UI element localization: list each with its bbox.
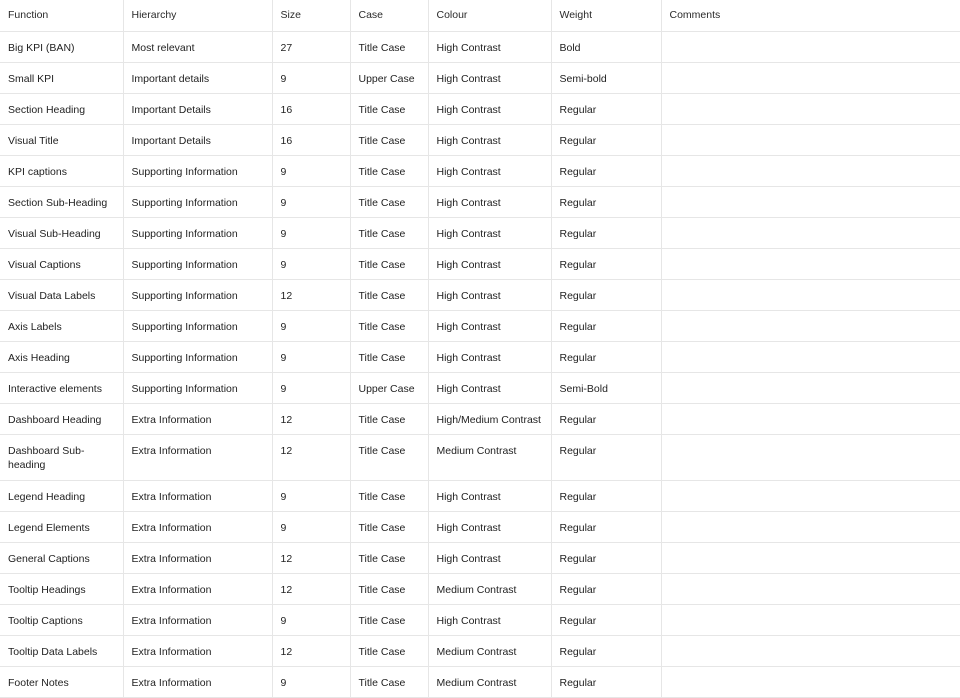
cell-case: Title Case [350,217,428,248]
cell-function: Tooltip Headings [0,573,123,604]
cell-case: Title Case [350,155,428,186]
cell-function: Tooltip Captions [0,604,123,635]
cell-function: Section Sub-Heading [0,186,123,217]
table-row [0,511,960,542]
cell-comments [661,403,960,434]
cell-colour: High Contrast [428,186,551,217]
cell-comments [661,511,960,542]
cell-function: Small KPI [0,62,123,93]
cell-weight: Regular [551,279,661,310]
cell-function: Dashboard Heading [0,403,123,434]
cell-size: 12 [272,403,350,434]
cell-weight: Regular [551,155,661,186]
cell-weight: Regular [551,542,661,573]
cell-hierarchy: Extra Information [123,511,272,542]
cell-weight: Regular [551,186,661,217]
cell-hierarchy: Important Details [123,93,272,124]
cell-hierarchy: Extra Information [123,403,272,434]
table-row [0,341,960,372]
table-row [0,403,960,434]
cell-case: Title Case [350,542,428,573]
cell-hierarchy: Extra Information [123,480,272,511]
cell-weight: Regular [551,341,661,372]
cell-function: Visual Captions [0,248,123,279]
cell-weight: Regular [551,666,661,697]
cell-size: 9 [272,511,350,542]
cell-function: Legend Elements [0,511,123,542]
table-header [0,0,960,31]
column-header-function: Function [0,0,123,31]
cell-colour: High Contrast [428,62,551,93]
cell-function: Visual Title [0,124,123,155]
cell-comments [661,186,960,217]
cell-comments [661,372,960,403]
cell-function: Axis Heading [0,341,123,372]
cell-colour: High Contrast [428,372,551,403]
cell-hierarchy: Supporting Information [123,217,272,248]
cell-function: Visual Sub-Heading [0,217,123,248]
table-row [0,542,960,573]
cell-size: 9 [272,186,350,217]
cell-size: 27 [272,31,350,62]
cell-case: Title Case [350,403,428,434]
table-row [0,217,960,248]
cell-comments [661,666,960,697]
cell-hierarchy: Supporting Information [123,186,272,217]
table-row [0,310,960,341]
cell-colour: High Contrast [428,604,551,635]
cell-weight: Regular [551,511,661,542]
cell-hierarchy: Most relevant [123,31,272,62]
cell-case: Title Case [350,124,428,155]
cell-hierarchy: Supporting Information [123,341,272,372]
table-row [0,31,960,62]
cell-comments [661,62,960,93]
cell-colour: Medium Contrast [428,635,551,666]
cell-case: Title Case [350,31,428,62]
cell-case: Title Case [350,279,428,310]
cell-size: 9 [272,666,350,697]
header-row [0,0,960,31]
cell-colour: High Contrast [428,480,551,511]
cell-hierarchy: Important Details [123,124,272,155]
cell-case: Title Case [350,480,428,511]
cell-comments [661,635,960,666]
cell-weight: Regular [551,573,661,604]
cell-colour: High/Medium Contrast [428,403,551,434]
cell-size: 9 [272,248,350,279]
cell-size: 16 [272,93,350,124]
cell-function: General Captions [0,542,123,573]
cell-weight: Regular [551,310,661,341]
cell-hierarchy: Supporting Information [123,372,272,403]
cell-colour: High Contrast [428,93,551,124]
cell-function: Tooltip Data Labels [0,635,123,666]
table-row [0,248,960,279]
column-header-case: Case [350,0,428,31]
table-row [0,62,960,93]
cell-hierarchy: Extra Information [123,542,272,573]
cell-hierarchy: Supporting Information [123,248,272,279]
table-row [0,635,960,666]
cell-case: Title Case [350,604,428,635]
cell-case: Title Case [350,666,428,697]
table-row [0,666,960,697]
table-row [0,124,960,155]
column-header-size: Size [272,0,350,31]
cell-colour: Medium Contrast [428,573,551,604]
cell-case: Title Case [350,434,428,480]
cell-weight: Bold [551,31,661,62]
cell-weight: Semi-bold [551,62,661,93]
cell-size: 12 [272,542,350,573]
table-row [0,480,960,511]
cell-colour: High Contrast [428,279,551,310]
cell-colour: Medium Contrast [428,434,551,480]
cell-comments [661,341,960,372]
cell-hierarchy: Extra Information [123,635,272,666]
table-row [0,604,960,635]
cell-function: KPI captions [0,155,123,186]
cell-case: Upper Case [350,372,428,403]
cell-hierarchy: Extra Information [123,573,272,604]
table-row [0,155,960,186]
table-row [0,279,960,310]
cell-colour: High Contrast [428,511,551,542]
cell-size: 9 [272,155,350,186]
column-header-hierarchy: Hierarchy [123,0,272,31]
column-header-colour: Colour [428,0,551,31]
cell-comments [661,217,960,248]
cell-comments [661,480,960,511]
cell-function: Interactive elements [0,372,123,403]
cell-case: Title Case [350,93,428,124]
table-row [0,573,960,604]
cell-colour: High Contrast [428,155,551,186]
cell-colour: High Contrast [428,31,551,62]
cell-weight: Regular [551,480,661,511]
cell-hierarchy: Important details [123,62,272,93]
cell-colour: High Contrast [428,341,551,372]
cell-colour: High Contrast [428,217,551,248]
cell-function: Axis Labels [0,310,123,341]
cell-size: 9 [272,604,350,635]
cell-colour: High Contrast [428,124,551,155]
cell-function: Section Heading [0,93,123,124]
cell-size: 16 [272,124,350,155]
table-row [0,434,960,480]
table-row [0,93,960,124]
cell-hierarchy: Supporting Information [123,279,272,310]
cell-case: Title Case [350,310,428,341]
cell-colour: Medium Contrast [428,666,551,697]
cell-comments [661,248,960,279]
cell-comments [661,124,960,155]
cell-size: 9 [272,217,350,248]
cell-weight: Regular [551,635,661,666]
column-header-weight: Weight [551,0,661,31]
cell-weight: Regular [551,248,661,279]
column-header-comments: Comments [661,0,960,31]
cell-hierarchy: Supporting Information [123,155,272,186]
table-row [0,186,960,217]
cell-hierarchy: Extra Information [123,666,272,697]
cell-weight: Regular [551,604,661,635]
cell-size: 12 [272,573,350,604]
cell-case: Title Case [350,341,428,372]
cell-case: Title Case [350,186,428,217]
cell-weight: Regular [551,217,661,248]
cell-size: 12 [272,279,350,310]
cell-function: Big KPI (BAN) [0,31,123,62]
cell-weight: Regular [551,93,661,124]
cell-hierarchy: Supporting Information [123,310,272,341]
cell-hierarchy: Extra Information [123,434,272,480]
cell-colour: High Contrast [428,248,551,279]
table-row [0,372,960,403]
cell-function: Footer Notes [0,666,123,697]
cell-colour: High Contrast [428,542,551,573]
cell-size: 12 [272,434,350,480]
cell-weight: Semi-Bold [551,372,661,403]
cell-weight: Regular [551,403,661,434]
cell-colour: High Contrast [428,310,551,341]
cell-function: Visual Data Labels [0,279,123,310]
cell-function: Dashboard Sub-heading [0,434,123,480]
cell-comments [661,279,960,310]
cell-case: Title Case [350,248,428,279]
cell-comments [661,155,960,186]
cell-comments [661,93,960,124]
cell-comments [661,542,960,573]
cell-comments [661,604,960,635]
cell-size: 9 [272,310,350,341]
cell-weight: Regular [551,124,661,155]
cell-case: Title Case [350,511,428,542]
cell-size: 9 [272,341,350,372]
cell-function: Legend Heading [0,480,123,511]
cell-size: 12 [272,635,350,666]
cell-size: 9 [272,62,350,93]
cell-comments [661,573,960,604]
cell-case: Upper Case [350,62,428,93]
cell-size: 9 [272,372,350,403]
cell-comments [661,31,960,62]
cell-comments [661,310,960,341]
cell-hierarchy: Extra Information [123,604,272,635]
cell-comments [661,434,960,480]
cell-case: Title Case [350,635,428,666]
table-body [0,31,960,697]
cell-weight: Regular [551,434,661,480]
cell-size: 9 [272,480,350,511]
cell-case: Title Case [350,573,428,604]
